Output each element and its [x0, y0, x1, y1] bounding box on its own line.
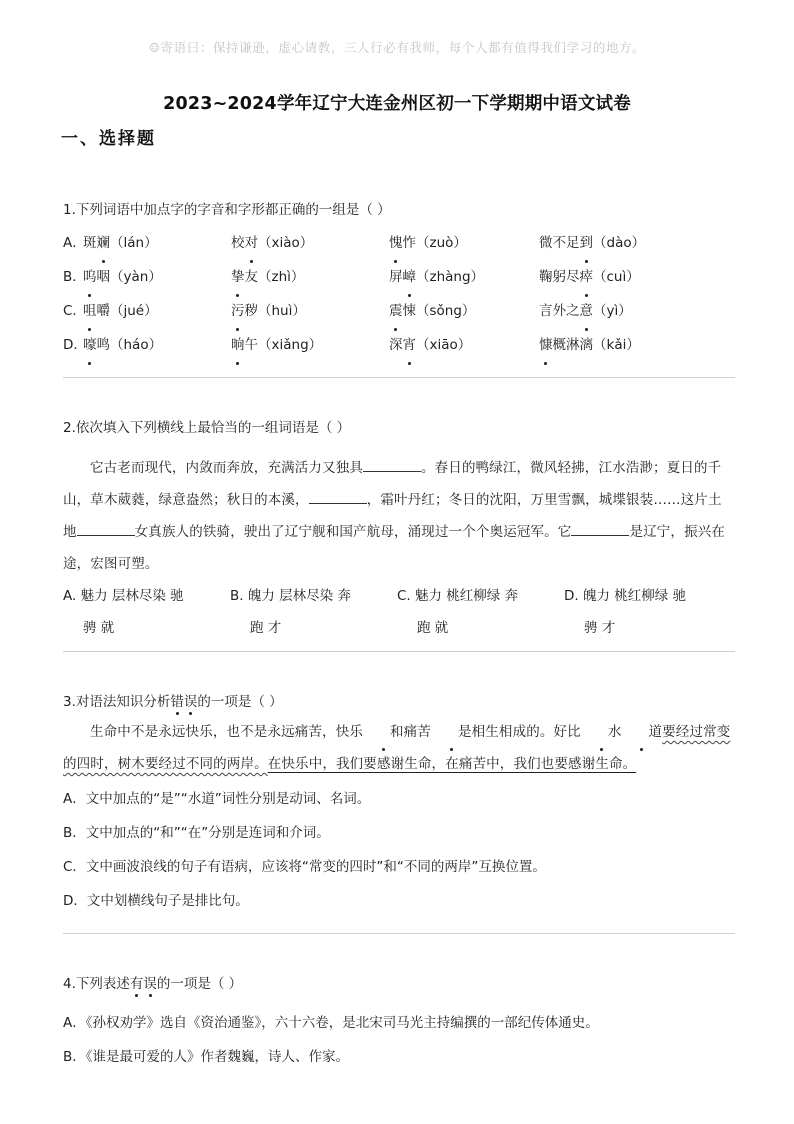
option-c: C．文中画波浪线的句子有语病，应该将“常变的四时”和“不同的两岸”互换位置。 [63, 859, 546, 875]
question-1 [63, 200, 735, 362]
option-b: B．《谁是最可爱的人》作者魏巍，诗人、作家。 [63, 1049, 350, 1065]
wavy-sentence: 要经过常变的四时，树木要经过不同的两岸。 [63, 724, 731, 772]
answer-blank [363, 455, 421, 472]
word-item: 挚友（zhì） [231, 260, 304, 294]
option-row [63, 260, 735, 294]
question-2-stem: 2.依次填入下列横线上最恰当的一组词语是（ ） [63, 420, 351, 436]
question-1-stem: 1.下列词语中加点字的字音和字形都正确的一组是（ ） [63, 202, 391, 218]
option-c: C. 魅力 桃红柳绿 奔 跑 就 [397, 588, 519, 636]
question-2-passage: 它古老而现代，内敛而奔放，充满活力又独具 。春日的鸭绿江，微风轻拂，江水浩渺；夏日的千山，草木葳蕤，绿意盎然；秋日的本溪， ，霜叶丹红；冬日的沈阳，万里雪飘，城堞银装……这片土地 女真族人的铁骑，驶出了辽宁舰和国产航母，涌现过一个个奥运冠军。它 是辽宁，振兴在途，宏图可塑。 [63, 452, 735, 580]
dotted-char: 宵 [403, 328, 417, 362]
underlined-sentence: 在快乐中，我们要感谢生命，在痛苦中，我们也要感谢生命。 [267, 756, 637, 772]
dotted-char: 到 [580, 226, 594, 260]
answer-blank [309, 487, 367, 504]
word-item: 污秽（huì） [231, 294, 306, 328]
option-d: D．文中划横线句子是排比句。 [63, 893, 249, 909]
option-label: A． [63, 235, 86, 251]
word-item: 嚎鸣（háo） [83, 328, 162, 362]
question-2 [63, 418, 735, 644]
word-item: 微不足到（dào） [539, 226, 645, 260]
dotted-char: 污 [231, 294, 245, 328]
word-item: 深宵（xiāo） [389, 328, 471, 362]
word-item: 震悚（sǒng） [389, 294, 475, 328]
option-row [63, 294, 735, 328]
dotted-char: 晌 [231, 328, 245, 362]
word-item: 呜咽（yàn） [83, 260, 162, 294]
word-item: 斑斓（lán） [83, 226, 158, 260]
answer-blank [571, 519, 629, 536]
dotted-char: 愧 [389, 226, 403, 260]
dotted-word: 有误 [129, 976, 157, 992]
answer-blank [77, 519, 135, 536]
dotted-char: 呜 [83, 260, 97, 294]
dotted-char: 嚎 [83, 328, 97, 362]
option-b: B．文中加点的“和”“在”分别是连词和介词。 [63, 825, 330, 841]
dotted-char: 挚 [231, 260, 245, 294]
divider [63, 933, 735, 934]
option-label: C． [63, 303, 86, 319]
option-row [63, 226, 735, 260]
option-a: A. 魅力 层林尽染 驰 骋 就 [63, 588, 184, 636]
word-item: 言外之意（yì） [539, 294, 632, 328]
option-a: A．文中加点的“是”“水道”词性分别是动词、名词。 [63, 791, 371, 807]
word-item: 校对（xiào） [231, 226, 313, 260]
word-item: 晌午（xiǎng） [231, 328, 322, 362]
word-item: 鞠躬尽瘁（cuì） [539, 260, 640, 294]
question-4 [63, 974, 735, 1074]
word-item: 屏嶂（zhàng） [389, 260, 484, 294]
question-2-options [63, 580, 735, 644]
question-3 [63, 692, 735, 918]
dotted-char: 对 [245, 226, 259, 260]
dotted-char: 瘁 [580, 260, 594, 294]
question-3-stem: 3.对语法知识分析错误的一项是（ ） [63, 694, 283, 710]
dotted-char: 慷 [539, 328, 553, 362]
dotted-char: 意 [580, 294, 594, 328]
option-label: D． [63, 337, 87, 353]
question-1-options [63, 226, 735, 362]
dotted-word: 水 道 [581, 724, 662, 740]
question-4-stem: 4.下列表述有误的一项是（ ） [63, 976, 243, 992]
dotted-char: 嶂 [403, 260, 417, 294]
option-b: B. 魄力 层林尽染 奔 跑 才 [230, 588, 351, 636]
motto: ☺寄语曰：保持谦逊，虚心请教，三人行必有我师，每个人都有值得我们学习的地方。 [148, 40, 646, 55]
section-heading: 一、选择题 [61, 129, 156, 149]
dotted-char: 咀 [83, 294, 97, 328]
option-row [63, 328, 735, 362]
dotted-char: 斓 [97, 226, 111, 260]
divider [63, 377, 735, 378]
option-d: D. 魄力 桃红柳绿 驰 骋 才 [564, 588, 687, 636]
option-a: A．《孙权劝学》选自《资治通鉴》，六十六卷，是北宋司马光主持编撰的一部纪传体通史。 [63, 1015, 599, 1031]
word-item: 慷概淋漓（kǎi） [539, 328, 640, 362]
word-item: 咀嚼（jué） [83, 294, 158, 328]
word-item: 愧怍（zuò） [389, 226, 467, 260]
option-label: B． [63, 269, 86, 285]
dotted-word: 错误 [170, 694, 198, 710]
question-3-passage: 生命中不是永远快乐，也不是永远痛苦，快乐 和痛苦 是相生相成的。好比 水 道要经过常变的四时，树木要经过不同的两岸。在快乐中，我们要感谢生命，在痛苦中，我们也要感谢生命。 [63, 716, 735, 780]
dotted-char: 震 [389, 294, 403, 328]
divider [63, 651, 735, 652]
page-title: 2023~2024学年辽宁大连金州区初一下学期期中语文试卷 [163, 94, 631, 114]
